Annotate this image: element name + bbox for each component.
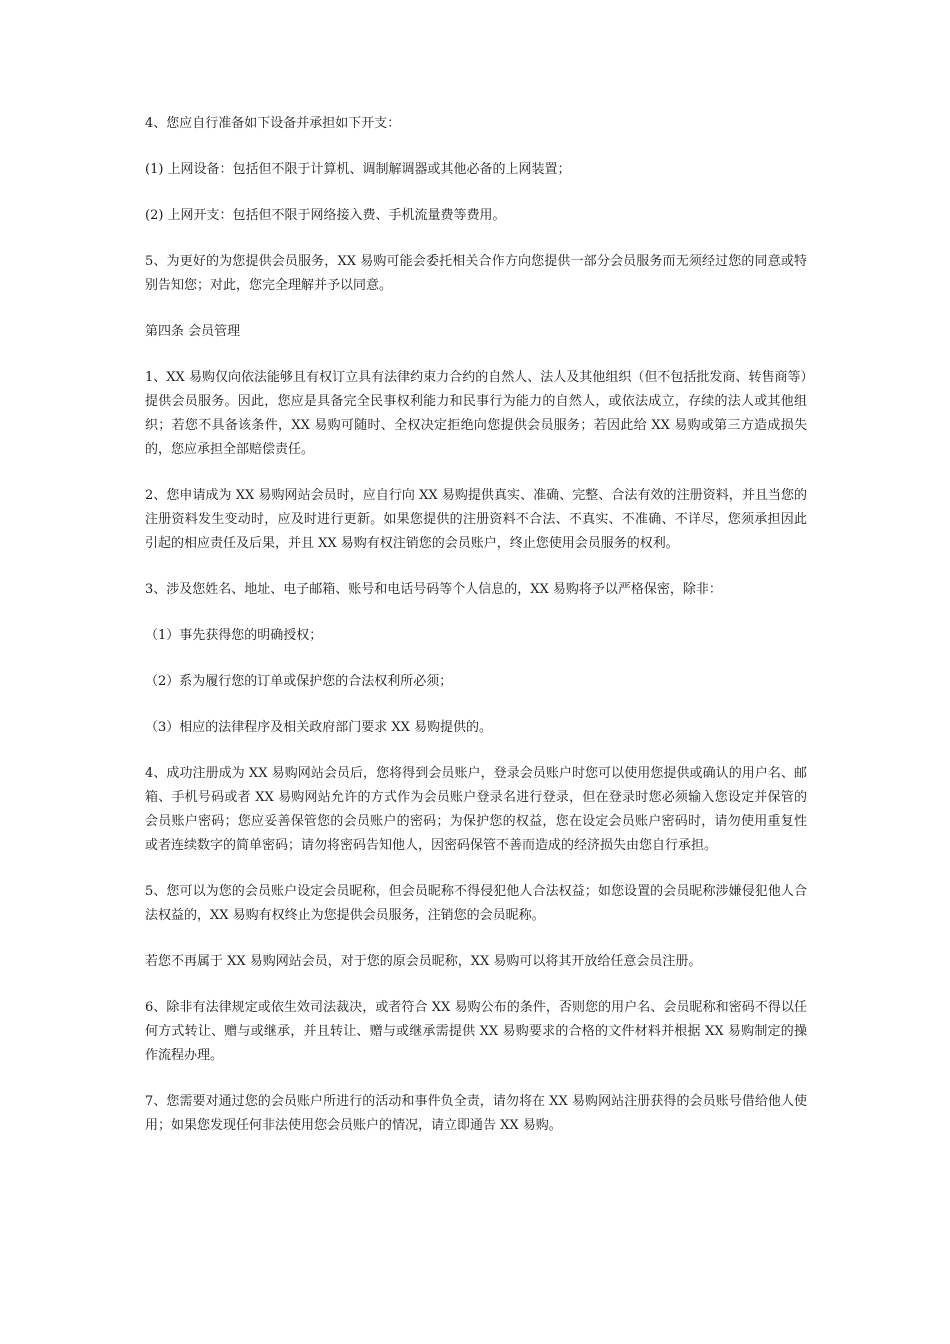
section-heading-member-management: 第四条 会员管理 — [145, 324, 241, 339]
paragraph-account-password: 4、成功注册成为 XX 易购网站会员后，您将得到会员账户，登录会员账户时您可以使用您提供或确认的用户名、邮箱、手机号码或者 XX 易购网站允许的方式作为会员账户登录名进行登录，但在登录时您必须输入您设定并保管的会员账户密码；您应妥善保管您的会员账户的密码；为保护您的权益，您在设定会员账户密码时，请勿使用重复性或者连续数字的简单密码；请勿将密码告知他人，因密码保管不善而造成的经济损失由您自行承担。 — [145, 766, 807, 853]
paragraph-nickname-release: 若您不再属于 XX 易购网站会员，对于您的原会员昵称，XX 易购可以将其开放给任意会员注册。 — [145, 954, 702, 969]
paragraph-equipment-intro: 4、您应自行准备如下设备并承担如下开支： — [145, 116, 401, 131]
document-page — [145, 112, 807, 1160]
paragraph-partner-services: 5、为更好的为您提供会员服务，XX 易购可能会委托相关合作方向您提供一部分会员服务而无须经过您的同意或特别告知您；对此，您完全理解并予以同意。 — [145, 254, 807, 293]
paragraph-privacy-item-1: （1）事先获得您的明确授权； — [145, 628, 323, 643]
paragraph-nickname: 5、您可以为您的会员账户设定会员昵称，但会员昵称不得侵犯他人合法权益；如您设置的会员昵称涉嫌侵犯他人合法权益的，XX 易购有权终止为您提供会员服务，注销您的会员昵称。 — [145, 884, 807, 923]
paragraph-transfer: 6、除非有法律规定或依生效司法裁决，或者符合 XX 易购公布的条件，否则您的用户名、会员昵称和密码不得以任何方式转让、赠与或继承，并且转让、赠与或继承需提供 XX 易购要求的合格的文件材料并根据 XX 易购制定的操作流程办理。 — [145, 1000, 807, 1063]
paragraph-equipment-devices: (1) 上网设备：包括但不限于计算机、调制解调器或其他必备的上网装置； — [145, 162, 571, 177]
paragraph-privacy: 3、涉及您姓名、地址、电子邮箱、账号和电话号码等个人信息的，XX 易购将予以严格保密，除非： — [145, 582, 722, 597]
paragraph-eligibility: 1、XX 易购仅向依法能够且有权订立具有法律约束力合约的自然人、法人及其他组织（但不包括批发商、转售商等）提供会员服务。因此，您应是具备完全民事权利能力和民事行为能力的自然人，或依法成立，存续的法人或其他组织；若您不具备该条件，XX 易购可随时、全权决定拒绝向您提供会员服务；若因此给 XX 易购或第三方造成损失的，您应承担全部赔偿责任。 — [145, 370, 807, 457]
paragraph-privacy-item-3: （3）相应的法律程序及相关政府部门要求 XX 易购提供的。 — [145, 720, 493, 735]
paragraph-registration-info: 2、您申请成为 XX 易购网站会员时，应自行向 XX 易购提供真实、准确、完整、合法有效的注册资料，并且当您的注册资料发生变动时，应及时进行更新。如果您提供的注册资料不合法、不真实、不准确、不详尽，您须承担因此引起的相应责任及后果，并且 XX 易购有权注销您的会员账户，终止您使用会员服务的权利。 — [145, 488, 807, 551]
paragraph-privacy-item-2: （2）系为履行您的订单或保护您的合法权利所必须； — [145, 674, 453, 689]
paragraph-account-responsibility: 7、您需要对通过您的会员账户所进行的活动和事件负全责，请勿将在 XX 易购网站注册获得的会员账号借给他人使用；如果您发现任何非法使用您会员账户的情况，请立即通告 XX 易购。 — [145, 1094, 807, 1133]
paragraph-equipment-costs: (2) 上网开支：包括但不限于网络接入费、手机流量费等费用。 — [145, 208, 506, 223]
